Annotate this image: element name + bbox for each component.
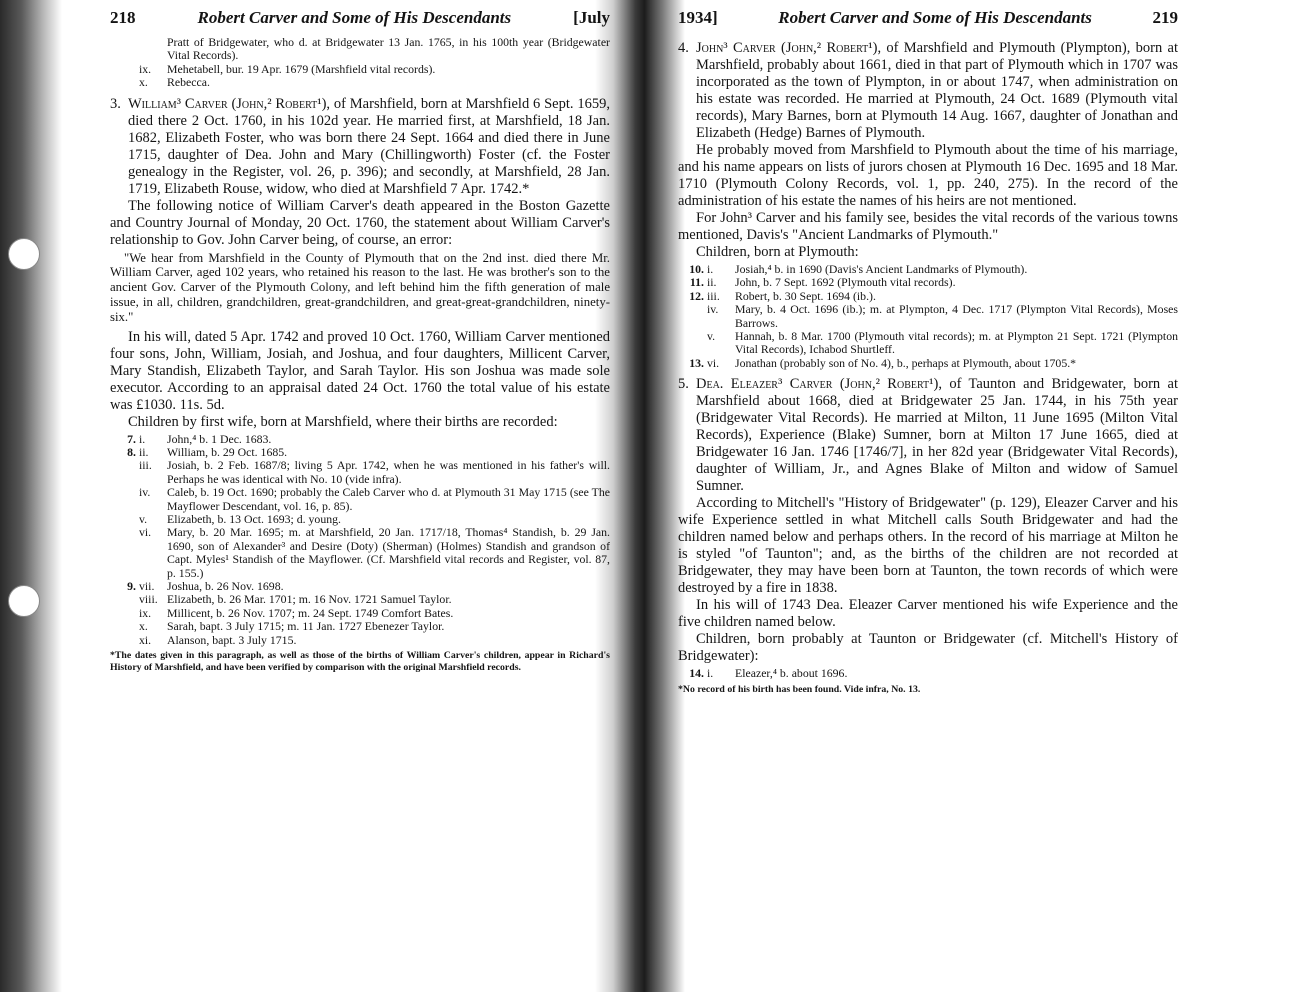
left-page (110, 8, 610, 983)
list-item: 13. vi. Jonathan (probably son of No. 4), b., perhaps at Plymouth, about 1705.* (689, 355, 1077, 370)
right-running-title: Robert Carver and Some of His Descendants (778, 8, 1092, 27)
entry-william-carver (110, 96, 610, 198)
left-running-year: [July (573, 8, 610, 27)
list-item: viii. Elizabeth, b. 26 Mar. 1701; m. 16 Nov. 1721 Samuel Taylor. (139, 592, 452, 607)
list-item: Pratt of Bridgewater, who d. at Bridgewater 13 Jan. 1765, in his 100th year (Bridgewater Vital Records). (167, 35, 610, 63)
entry-john-carver (678, 40, 1178, 142)
right-page (678, 8, 1178, 983)
entry-heading: William³ Carver (John,² Robert¹) (128, 95, 327, 112)
left-running-title: Robert Carver and Some of His Descendants (197, 8, 512, 27)
right-running-head (678, 8, 1178, 34)
right-page-number: 219 (1152, 8, 1178, 27)
list-item: vi. Mary, b. 20 Mar. 1695; m. at Marshfield, 20 Jan. 1717/18, Thomas⁴ Standish, b. 29 Jan. 1690, son of Alexander³ and Desire (Doty) (Sherman) (Holmes) Standish and grandson of Capt. Myles¹ Standish of the Mayflower. (Cf. Marshfield vital records and Register, vol. 87, p. 155.) (139, 525, 610, 580)
entry-number: 5. (678, 376, 689, 393)
left-footnote: *The dates given in this paragraph, as well as those of the births of William Carver's children, appear in Richard's History of Marshfield, and have been verified by comparison with the original Marshfield records. (110, 650, 610, 673)
list-item: 8. ii. William, b. 29 Oct. 1685. (127, 445, 288, 460)
list-item: 10. i. Josiah,⁴ b. in 1690 (Davis's Ancient Landmarks of Plymouth). (689, 262, 1028, 276)
list-item: iv. Mary, b. 4 Oct. 1696 (ib.); m. at Plympton, 4 Dec. 1717 (Plympton Vital Records), Moses Barrows. (707, 302, 1178, 330)
binder-hole-top (8, 238, 40, 270)
paragraph-notice: The following notice of William Carver's death appeared in the Boston Gazette and Country Journal of Monday, 20 Oct. 1760, the statement about William Carver's relationship to Gov. John Carver being, of course, an error: (110, 197, 610, 248)
paragraph-will: In his will, dated 5 Apr. 1742 and proved 10 Oct. 1760, William Carver mentioned four sons, John, William, Josiah, and Joshua, and four daughters, Millicent Carver, Mary Standish, Elizabeth Taylor, and Sarah Taylor. His son Joshua was made sole executor. According to an appraisal dated 24 Oct. 1760 the total value of his estate was £1030. 11s. 5d. (110, 328, 610, 413)
left-page-number: 218 (110, 8, 136, 27)
newspaper-quote: "We hear from Marshfield in the County of Plymouth that on the 2nd inst. died there Mr. William Carver, aged 102 years, who retained his reason to the last. He was brother's son to the ancient Gov. Carver of the Plymouth Colony, and left behind him the fifth generation of male issue, in all, children, grandchildren, great-grandchildren, and great-great-grandchildren, ninety-six." (110, 250, 610, 324)
list-item: xi. Alanson, bapt. 3 July 1715. (139, 632, 297, 647)
entry-text: , of Marshfield and Plymouth (Plympton), born at Marshfield, probably about 1661, died in that part of Plymouth which in 1707 was incorporated as the town of Plympton, in or about 1747, when administration on his estate was recorded. He married at Plymouth, 24 Oct. 1689 (Plymouth vital records), Mary Barnes, born at Plymouth 14 Aug. 1667, daughter of Jonathan and Elizabeth (Hedge) Barnes of Plymouth. (696, 40, 1178, 141)
left-running-head (110, 8, 610, 34)
paragraph-children-intro: Children, born probably at Taunton or Bridgewater (cf. Mitchell's History of Bridgewater): (678, 631, 1178, 665)
entry-eleazer-carver (678, 376, 1178, 495)
paragraph-moved: He probably moved from Marshfield to Plymouth about the time of his marriage, and his name appears on lists of jurors chosen at Plymouth 16 Dec. 1695 and 18 Mar. 1710 (Plymouth Colony Records, vol. 1, pp. 240, 275). In the record of the administration of his estate the names of his heirs are not mentioned. (678, 142, 1178, 209)
entry-text: , of Taunton and Bridgewater, born at Marshfield about 1668, died at Bridgewater 25 Jan. 1744, in his 75th year (Bridgewater Vital Records). He married at Milton, 11 June 1695 (Milton Vital Records), Experience (Blake) Sumner, born at Milton 17 June 1665, died at Bridgewater 16 Jan. 1746 [1746/7], in her 82d year (Bridgewater Vital Records), daughter of William, Jr., and Agnes Blake of Milton and widow of Samuel Sumner. (696, 376, 1178, 495)
binder-hole-bottom (8, 585, 40, 617)
paragraph-mitchell: According to Mitchell's "History of Bridgewater" (p. 129), Eleazer Carver and his wife Experience settled in what Mitchell calls South Bridgewater and had the children named below and perhaps others. In the record of his marriage at Milton he is styled "of Taunton"; and, as the births of the children are not recorded at Bridgewater, they may have been born at Taunton, the town records of which were destroyed by a fire in 1838. (678, 495, 1178, 597)
list-item: 11. ii. John, b. 7 Sept. 1692 (Plymouth vital records). (689, 275, 956, 290)
right-body-1 (678, 142, 1178, 261)
children-list-eleazer (678, 667, 1178, 680)
list-item: x. Sarah, bapt. 3 July 1715; m. 11 Jan. 1727 Ebenezer Taylor. (139, 619, 445, 634)
left-scan-shadow (0, 0, 62, 992)
right-running-year: 1934] (678, 8, 718, 27)
list-item: 14. i. Eleazer,⁴ b. about 1696. (689, 666, 848, 681)
left-body (110, 198, 610, 431)
children-list-john (678, 263, 1178, 370)
continued-children-list (110, 36, 610, 90)
entry-heading: Dea. Eleazer³ Carver (John,² Robert¹) (696, 376, 939, 393)
list-item: ix. Mehetabell, bur. 19 Apr. 1679 (Marshfield vital records). (139, 61, 436, 76)
entry-number: 3. (110, 95, 121, 112)
paragraph-children-intro: Children by first wife, born at Marshfield, where their births are recorded: (128, 413, 558, 430)
list-item: iii. Josiah, b. 2 Feb. 1687/8; living 5 Apr. 1742, when he was mentioned in his father's will. Perhaps he was identical with No. 10 (vide infra). (139, 458, 610, 486)
entry-text: , of Marshfield, born at Marshfield 6 Sept. 1659, died there 2 Oct. 1760, in his 102d year. He married first, at Marshfield, 18 Jan. 1682, Elizabeth Foster, who was born there 24 Sept. 1664 and died there in June 1715, daughter of Dea. John and Mary (Chillingworth) Foster (cf. the Foster genealogy in the Register, vol. 26, p. 396); and secondly, at Marshfield, 28 Jan. 1719, Elizabeth Rouse, widow, who died at Marshfield 7 Apr. 1742.* (128, 95, 610, 197)
list-item: 12. iii. Robert, b. 30 Sept. 1694 (ib.). (689, 288, 876, 303)
entry-heading: John³ Carver (John,² Robert¹) (696, 40, 878, 56)
list-item: 7. i. John,⁴ b. 1 Dec. 1683. (127, 431, 272, 446)
entry-number: 4. (678, 40, 689, 56)
list-item: ix. Millicent, b. 26 Nov. 1707; m. 24 Sept. 1749 Comfort Bates. (139, 605, 454, 620)
list-item: v. Hannah, b. 8 Mar. 1700 (Plymouth vital records); m. at Plympton 21 Sept. 1721 (Plympton Vital Records), Ichabod Shurtleff. (707, 329, 1178, 357)
paragraph-will: In his will of 1743 Dea. Eleazer Carver mentioned his wife Experience and the five children named below. (678, 597, 1178, 631)
right-footnote: *No record of his birth has been found. Vide infra, No. 13. (678, 683, 921, 695)
children-list-william (110, 433, 610, 648)
right-body-2 (678, 495, 1178, 665)
paragraph-family: For John³ Carver and his family see, besides the vital records of the various towns mentioned, Davis's "Ancient Landmarks of Plymouth." (678, 210, 1178, 243)
paragraph-children-intro: Children, born at Plymouth: (696, 244, 859, 260)
list-item: iv. Caleb, b. 19 Oct. 1690; probably the Caleb Carver who d. at Plymouth 31 May 1715 (see The Mayflower Descendant, vol. 16, p. 85). (139, 485, 610, 513)
list-item: x. Rebecca. (139, 75, 210, 90)
list-item: 9. vii. Joshua, b. 26 Nov. 1698. (127, 579, 284, 594)
list-item: v. Elizabeth, b. 13 Oct. 1693; d. young. (139, 512, 341, 527)
